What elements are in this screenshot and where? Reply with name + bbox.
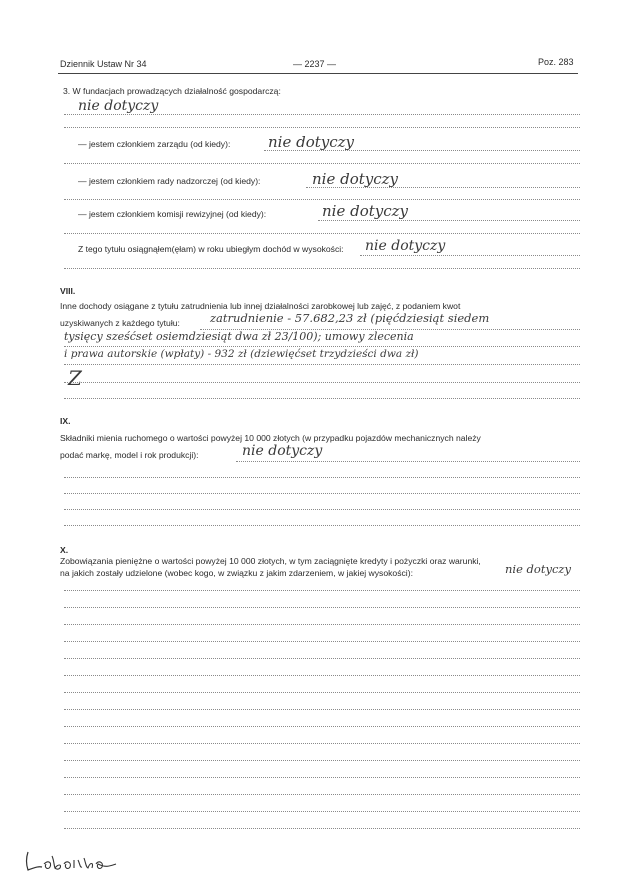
answer-line [236,461,580,462]
answer-line [64,743,580,744]
foundation-income-answer: nie dotyczy [365,238,446,254]
answer-line [64,828,580,829]
answer-line [64,590,580,591]
answer-line [64,760,580,761]
other-income-answer-line4: Z [68,366,82,390]
supervisory-board-label: — jestem członkiem rady nadzorczej (od kiedy): [78,176,261,186]
answer-line [64,233,580,234]
page-number: — 2237 — [293,59,337,69]
supervisory-board-answer: nie dotyczy [312,170,399,188]
answer-line [64,658,580,659]
answer-line [318,220,580,221]
liabilities-text-line2: na jakich zostały udzielone (wobec kogo, w związku z jakim zdarzeniem, w jakiej wysokości): [60,568,413,578]
foundations-answer: nie dotyczy [78,98,159,114]
answer-line [64,726,580,727]
board-member-answer: nie dotyczy [268,133,355,151]
header-rule [58,73,578,74]
answer-line [64,493,580,494]
answer-line [64,709,580,710]
answer-line [64,641,580,642]
movable-property-text-line1: Składniki mienia ruchomego o wartości powyżej 10 000 złotych (w przypadku pojazdów mechanicznych należy [60,433,481,443]
movable-property-answer: nie dotyczy [242,443,323,459]
answer-line [64,268,580,269]
answer-line [64,509,580,510]
answer-line [64,398,580,399]
foundation-income-label: Z tego tytułu osiągnąłem(ęłam) w roku ubiegłym dochód w wysokości: [78,244,344,254]
other-income-answer-line3: i prawa autorskie (wpłaty) - 932 zł (dziewięćset trzydzieści dwa zł) [64,348,419,360]
answer-line [64,692,580,693]
journal-title: Dziennik Ustaw Nr 34 [60,59,147,69]
movable-property-text-line2: podać markę, model i rok produkcji): [60,450,199,460]
signature [22,846,122,876]
other-income-text-line2: uzyskiwanych z każdego tytułu: [60,318,180,328]
other-income-answer-line1: zatrudnienie - 57.682,23 zł (pięćdziesiąt siedem [210,311,490,325]
answer-line [64,811,580,812]
answer-line [64,346,580,347]
section-viii-heading: VIII. [60,286,76,296]
answer-line [64,364,580,365]
board-member-label: — jestem członkiem zarządu (od kiedy): [78,139,231,149]
answer-line [64,114,580,115]
audit-committee-label: — jestem członkiem komisji rewizyjnej (od kiedy): [78,209,267,219]
section-ix-heading: IX. [60,416,71,426]
answer-line [64,624,580,625]
answer-line [64,382,580,383]
liabilities-answer: nie dotyczy [505,562,571,576]
answer-line [64,675,580,676]
other-income-answer-line2: tysięcy sześćset osiemdziesiąt dwa zł 23/100); umowy zlecenia [64,330,414,343]
answer-line [264,150,580,151]
liabilities-text-line1: Zobowiązania pieniężne o wartości powyżej 10 000 złotych, w tym zaciągnięte kredyty i pożyczki oraz warunki, [60,556,481,566]
audit-committee-answer: nie dotyczy [322,202,409,220]
answer-line [360,255,580,256]
foundations-label: 3. W fundacjach prowadzących działalność gospodarczą: [63,86,281,96]
answer-line [64,477,580,478]
answer-line [64,777,580,778]
answer-line [64,525,580,526]
answer-line [64,607,580,608]
answer-line [306,187,580,188]
answer-line [64,794,580,795]
answer-line [64,127,580,128]
position-number: Poz. 283 [538,57,574,67]
answer-line [64,199,580,200]
section-x-heading: X. [60,545,69,555]
other-income-text-line1: Inne dochody osiągane z tytułu zatrudnienia lub innej działalności zarobkowej lub zajęć, z podaniem kwot [60,301,461,311]
answer-line [64,163,580,164]
